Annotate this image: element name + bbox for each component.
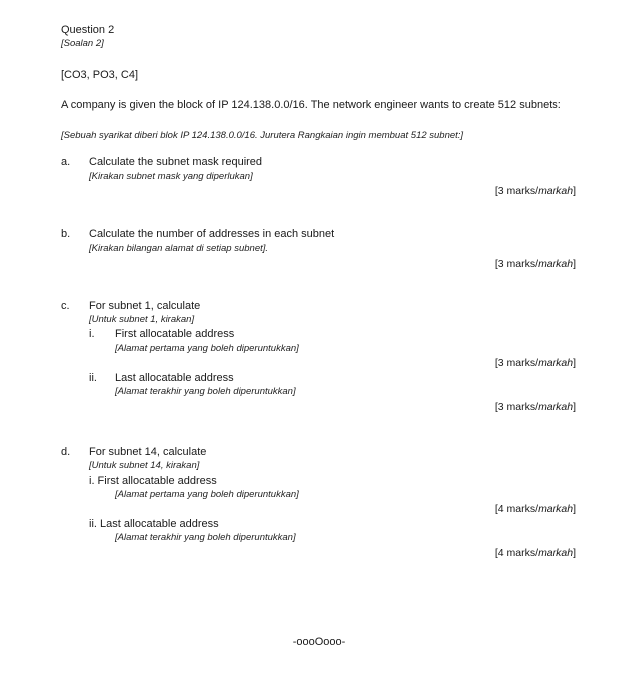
part-c-i-marks: [3 marks/markah] xyxy=(494,357,576,369)
part-c-ii-marks: [3 marks/markah] xyxy=(494,401,576,413)
question-stem: A company is given the block of IP 124.138.0.0/16. The network engineer wants to create 512 subnets: xyxy=(61,99,561,111)
part-c-text-malay: [Untuk subnet 1, kirakan] xyxy=(89,314,195,325)
part-b-text-malay: [Kirakan bilangan alamat di setiap subnet]. xyxy=(89,243,269,254)
part-c-ii-text: Last allocatable address xyxy=(115,372,234,384)
part-b-letter: b. xyxy=(61,228,71,240)
part-a-text: Calculate the subnet mask required xyxy=(89,156,263,168)
part-c-i-number: i. xyxy=(89,328,95,340)
part-a-text-malay: [Kirakan subnet mask yang diperlukan] xyxy=(89,171,253,182)
course-outcomes: [CO3, PO3, C4] xyxy=(61,69,139,81)
part-c-i-text-malay: [Alamat pertama yang boleh diperuntukkan] xyxy=(115,343,299,354)
part-d-ii-text-malay: [Alamat terakhir yang boleh diperuntukkan] xyxy=(115,532,296,543)
part-d-text-malay: [Untuk subnet 14, kirakan] xyxy=(89,460,200,471)
part-d-letter: d. xyxy=(61,446,71,458)
part-a-letter: a. xyxy=(61,156,71,168)
end-marker: -oooOooo- xyxy=(292,636,346,648)
part-c-letter: c. xyxy=(61,300,70,312)
part-d-text: For subnet 14, calculate xyxy=(89,446,207,458)
part-d-ii-marks: [4 marks/markah] xyxy=(494,547,576,559)
part-d-i-marks: [4 marks/markah] xyxy=(494,503,576,515)
part-c-ii-number: ii. xyxy=(89,372,97,384)
question-title-malay: [Soalan 2] xyxy=(61,38,104,49)
part-d-i-text: i. First allocatable address xyxy=(89,475,217,487)
part-c-i-text: First allocatable address xyxy=(115,328,235,340)
part-d-ii-text: ii. Last allocatable address xyxy=(89,518,219,530)
part-c-ii-text-malay: [Alamat terakhir yang boleh diperuntukkan] xyxy=(115,386,296,397)
part-a-marks: [3 marks/markah] xyxy=(494,185,576,197)
part-b-marks: [3 marks/markah] xyxy=(494,258,576,270)
question-title: Question 2 xyxy=(61,24,115,36)
part-b-text: Calculate the number of addresses in each subnet xyxy=(89,228,335,240)
question-stem-malay: [Sebuah syarikat diberi blok IP 124.138.0.0/16. Jurutera Rangkaian ingin membuat 512 subnet:] xyxy=(61,130,464,141)
part-d-i-text-malay: [Alamat pertama yang boleh diperuntukkan] xyxy=(115,489,299,500)
part-c-text: For subnet 1, calculate xyxy=(89,300,201,312)
